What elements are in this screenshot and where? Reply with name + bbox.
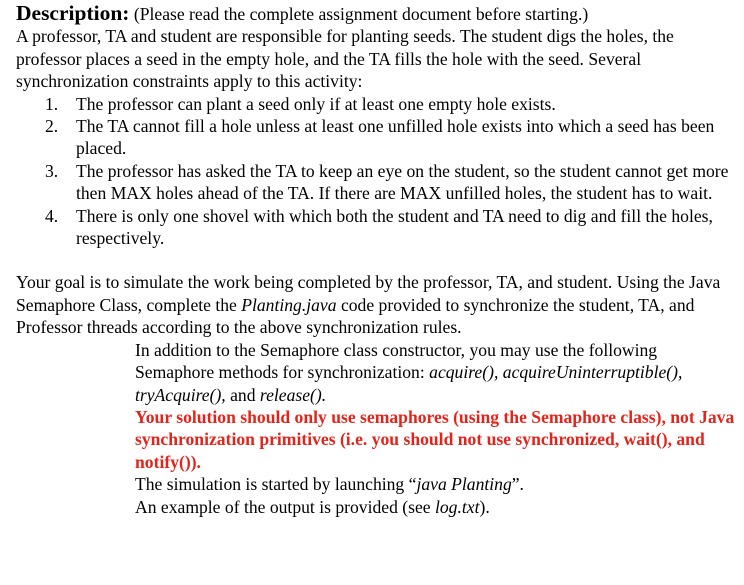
constraint-item [16, 93, 736, 115]
goal-paragraph [16, 271, 736, 338]
launch-suffix: ”. [511, 474, 524, 495]
constraint-number: 4. [45, 205, 59, 226]
semaphore-warning: Your solution should only use semaphores (using the Semaphore class), not Java synchronization primitives (i.e. you should not use synchronized, wait(), and notify()). [135, 406, 735, 472]
launch-instruction [16, 473, 736, 495]
method-release: release(). [259, 384, 327, 405]
goal-text-2: code provided to synchronize the student, TA, and Professor threads according to the above synchronization rules. [16, 294, 695, 338]
example-filename: log.txt [435, 496, 480, 517]
example-prefix: An example of the output is provided (see [135, 496, 435, 517]
method-acquire-uninterruptible: acquireUninterruptible(), tryAcquire(), [135, 362, 683, 405]
methods-and: and [225, 384, 260, 405]
constraint-item [16, 115, 736, 160]
constraint-item [16, 160, 736, 205]
description-heading: Description: [16, 1, 130, 25]
example-output-note [16, 496, 736, 518]
example-suffix: ). [479, 496, 490, 517]
paragraph-spacer [16, 249, 736, 271]
constraint-item [16, 205, 736, 250]
methods-intro: In addition to the Semaphore class constructor, you may use the following Semaphore methods for synchronization: [135, 339, 658, 383]
description-header [16, 2, 736, 25]
constraint-text: The professor has asked the TA to keep an eye on the student, so the student cannot get more then MAX holes ahead of the TA. If there are MAX unfilled holes, the student has to wait. [76, 160, 729, 204]
method-acquire: acquire(), [429, 362, 499, 383]
constraint-text: The TA cannot fill a hole unless at least one unfilled hole exists into which a seed has been placed. [76, 116, 715, 159]
constraint-text: There is only one shovel with which both the student and TA need to dig and fill the holes, respectively. [76, 205, 713, 249]
constraint-number: 2. [45, 116, 59, 137]
constraint-text: The professor can plant a seed only if at least one empty hole exists. [76, 93, 556, 114]
constraint-number: 3. [45, 160, 59, 181]
goal-filename: Planting.java [241, 294, 337, 315]
description-paragraph: A professor, TA and student are responsible for planting seeds. The student digs the holes, the professor places a seed in the empty hole, and the TA fills the hole with the seed. Several synchronization constraints apply to this activity: [16, 26, 674, 92]
heading-note: (Please read the complete assignment document before starting.) [129, 4, 589, 24]
goal-text-1: Your goal is to simulate the work being completed by the professor, TA, and student. Using the Java Semaphore Class, complete the [16, 272, 721, 315]
constraints-list [16, 93, 736, 250]
launch-prefix: The simulation is started by launching “ [135, 474, 417, 495]
methods-paragraph [16, 339, 736, 406]
constraint-number: 1. [45, 93, 59, 114]
launch-command: java Planting [416, 474, 512, 495]
